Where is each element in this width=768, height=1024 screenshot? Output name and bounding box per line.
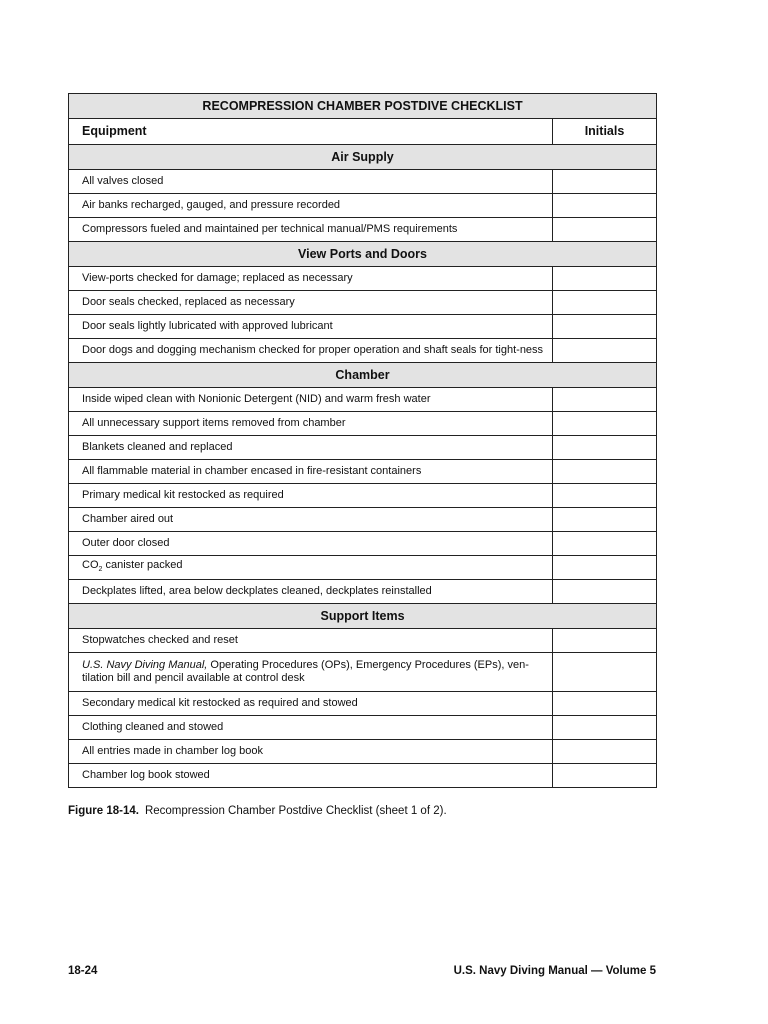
initials-cell[interactable] [553, 267, 657, 291]
figure-caption-text: Recompression Chamber Postdive Checklist (sheet 1 of 2). [144, 805, 447, 817]
checklist-row [69, 629, 657, 653]
checklist-item-text: Clothing cleaned and stowed [69, 716, 553, 740]
initials-cell[interactable] [553, 339, 657, 363]
initials-cell[interactable] [553, 764, 657, 788]
section-row-air-supply [69, 145, 657, 170]
checklist-item-text: All flammable material in chamber encased in fire-resistant containers [69, 460, 553, 484]
checklist-row [69, 291, 657, 315]
checklist-item-text: Door seals lightly lubricated with approved lubricant [69, 315, 553, 339]
initials-cell[interactable] [553, 315, 657, 339]
table-title-row [69, 94, 657, 119]
checklist-item-text: Inside wiped clean with Nonionic Detergent (NID) and warm fresh water [69, 388, 553, 412]
checklist-row [69, 339, 657, 363]
checklist-item-text: Door dogs and dogging mechanism checked for proper operation and shaft seals for tight-ness [69, 339, 553, 363]
checklist-item-text: Compressors fueled and maintained per technical manual/PMS requirements [69, 218, 553, 242]
checklist-row [69, 194, 657, 218]
checklist-item-text: Stopwatches checked and reset [69, 629, 553, 653]
checklist-row [69, 388, 657, 412]
initials-cell[interactable] [553, 170, 657, 194]
postdive-checklist-table [68, 93, 657, 788]
section-row-support-items [69, 604, 657, 629]
section-heading: Support Items [69, 604, 657, 629]
checklist-row [69, 484, 657, 508]
initials-column-header: Initials [553, 119, 657, 145]
initials-cell[interactable] [553, 653, 657, 692]
initials-cell[interactable] [553, 218, 657, 242]
checklist-row [69, 218, 657, 242]
checklist-row [69, 764, 657, 788]
checklist-row [69, 170, 657, 194]
column-header-row [69, 119, 657, 145]
checklist-row [69, 508, 657, 532]
checklist-item-text: Blankets cleaned and replaced [69, 436, 553, 460]
initials-cell[interactable] [553, 460, 657, 484]
figure-caption [68, 805, 447, 817]
checklist-row [69, 315, 657, 339]
checklist-item-text: All entries made in chamber log book [69, 740, 553, 764]
table-title: RECOMPRESSION CHAMBER POSTDIVE CHECKLIST [69, 94, 657, 119]
initials-cell[interactable] [553, 532, 657, 556]
checklist-row [69, 692, 657, 716]
checklist-item-text: Air banks recharged, gauged, and pressure recorded [69, 194, 553, 218]
checklist-row [69, 716, 657, 740]
initials-cell[interactable] [553, 692, 657, 716]
initials-cell[interactable] [553, 412, 657, 436]
section-row-view-ports-and-doors [69, 242, 657, 267]
checklist-item-text: Secondary medical kit restocked as required and stowed [69, 692, 553, 716]
section-heading: View Ports and Doors [69, 242, 657, 267]
checklist-row [69, 580, 657, 604]
initials-cell[interactable] [553, 629, 657, 653]
checklist-item-text: $CO_2$ canister packed [69, 556, 553, 580]
checklist-item-text: Door seals checked, replaced as necessary [69, 291, 553, 315]
checklist-item-text: All valves closed [69, 170, 553, 194]
checklist-row [69, 556, 657, 580]
checklist-row [69, 740, 657, 764]
section-heading: Chamber [69, 363, 657, 388]
initials-cell[interactable] [553, 508, 657, 532]
initials-cell[interactable] [553, 716, 657, 740]
initials-cell[interactable] [553, 291, 657, 315]
checklist-item-text: Chamber aired out [69, 508, 553, 532]
checklist-row [69, 267, 657, 291]
section-heading: Air Supply [69, 145, 657, 170]
checklist-row [69, 436, 657, 460]
checklist-item-text: Outer door closed [69, 532, 553, 556]
initials-cell[interactable] [553, 740, 657, 764]
checklist-row [69, 412, 657, 436]
checklist-item-text: View-ports checked for damage; replaced as necessary [69, 267, 553, 291]
manual-title-footer: U.S. Navy Diving Manual — Volume 5 [453, 965, 656, 977]
checklist-item-text: U.S. Navy Diving Manual, Operating Procedures (OPs), Emergency Procedures (EPs), ven-tilation bill and pencil available at control desk [69, 653, 553, 692]
section-row-chamber [69, 363, 657, 388]
initials-cell[interactable] [553, 388, 657, 412]
figure-label: Figure 18-14. [68, 805, 139, 817]
page-number: 18-24 [68, 965, 98, 977]
initials-cell[interactable] [553, 556, 657, 580]
checklist-item-text: Primary medical kit restocked as required [69, 484, 553, 508]
initials-cell[interactable] [553, 436, 657, 460]
initials-cell[interactable] [553, 484, 657, 508]
checklist-item-text: Deckplates lifted, area below deckplates cleaned, deckplates reinstalled [69, 580, 553, 604]
checklist-item-text: All unnecessary support items removed from chamber [69, 412, 553, 436]
initials-cell[interactable] [553, 580, 657, 604]
initials-cell[interactable] [553, 194, 657, 218]
checklist-item-text: Chamber log book stowed [69, 764, 553, 788]
checklist-row [69, 653, 657, 692]
checklist-row [69, 460, 657, 484]
checklist-row [69, 532, 657, 556]
equipment-column-header: Equipment [69, 119, 553, 145]
